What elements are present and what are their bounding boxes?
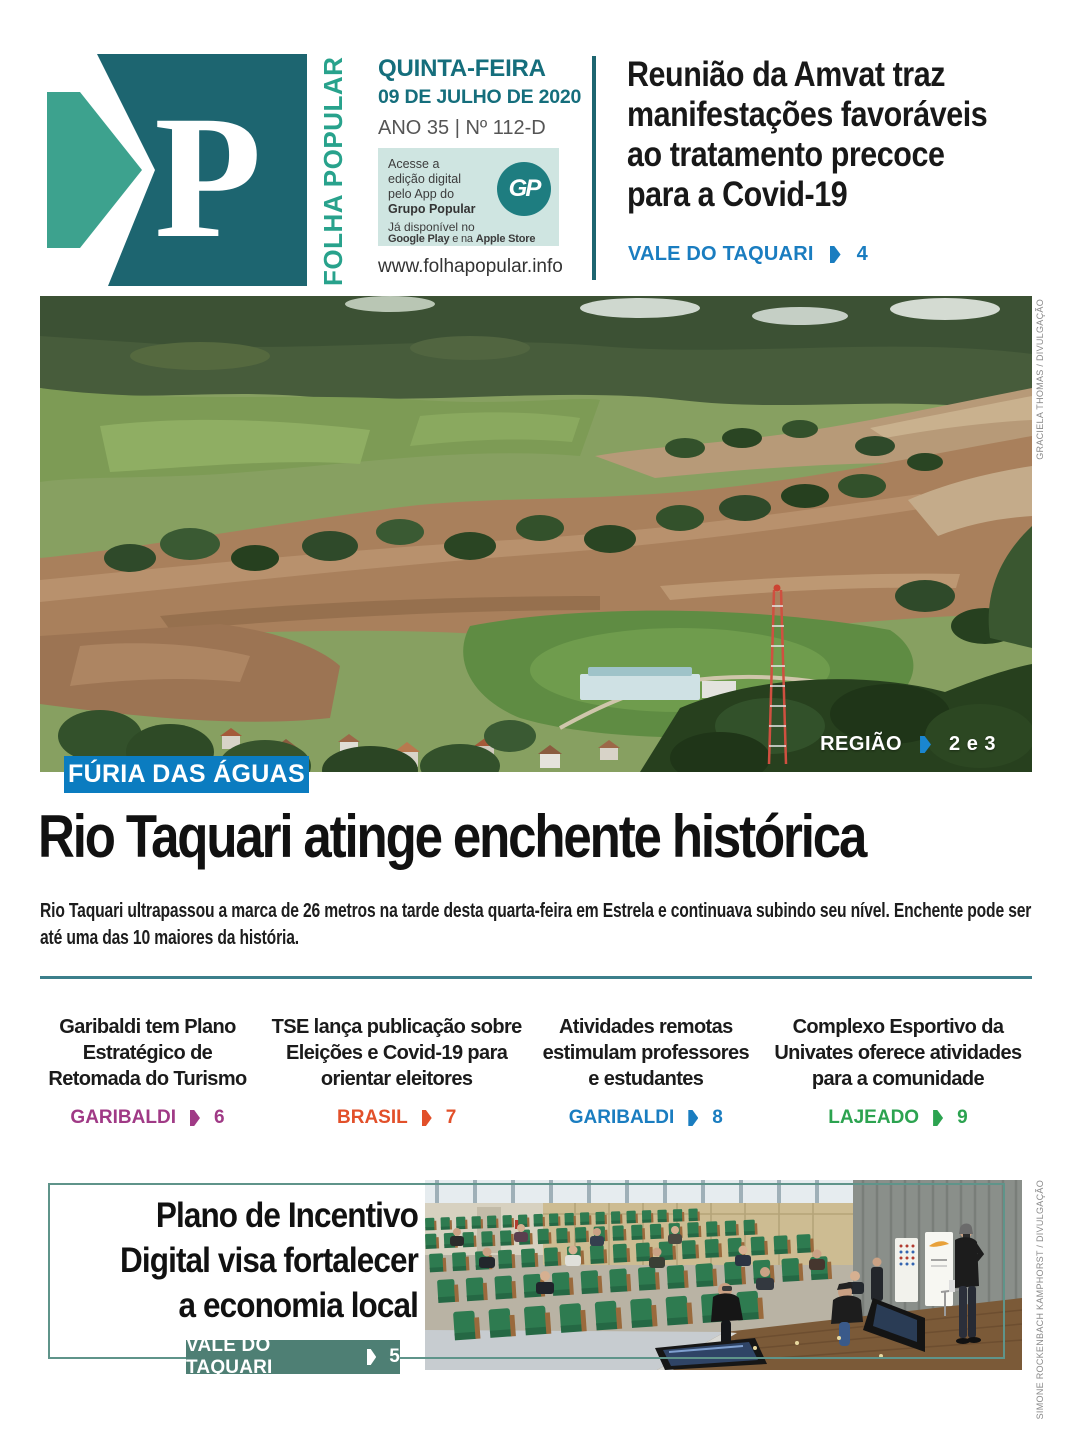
top-story-kicker-label: VALE DO TAQUARI [628,243,814,265]
teaser-item [40,1014,255,1129]
teaser-item [266,1014,528,1129]
section-divider [40,976,1032,979]
page-arrow-icon [688,1110,698,1126]
bottom-story-banner [186,1335,400,1378]
teaser-headline: Complexo Esportivo da Univates oferece atividades para a comunidade [774,1016,1022,1090]
folha-popular-logo [42,44,354,290]
teaser-headline: Atividades remotas estimulam professores e estudantes [542,1016,749,1090]
app-promo-text: Acesse a edição digital pelo App do Grupo Popular [388,157,476,216]
teaser-page-number: 7 [445,1107,457,1128]
teaser-kicker [337,1107,456,1129]
grupo-popular-logo-icon: GP [497,162,551,216]
top-story-headline: Reunião da Amvat traz manifestações favoráveis ao tratamento precoce para a Covid-19 [627,55,988,214]
teaser-page-number: 6 [213,1107,225,1128]
page-arrow-icon [830,246,841,263]
logo-letter: P [154,80,262,275]
page-arrow-icon [920,736,931,753]
bottom-story-headline: Plano de Incentivo Digital visa fortalecer a economia local [120,1196,419,1325]
app-promo-box [378,148,559,246]
bottom-photo [425,1180,1022,1370]
teaser-kicker-label: GARIBALDI [568,1107,675,1128]
page-arrow-icon [933,1110,943,1126]
teaser-page-number: 8 [712,1107,723,1128]
auditorium-photo [425,1180,1022,1370]
main-photo [40,296,1032,772]
top-story-kicker [628,243,868,266]
website-url: www.folhapopular.info [378,256,563,277]
teaser-headline: TSE lança publicação sobre Eleições e Covid-19 para orientar eleitores [271,1016,522,1090]
bottom-photo-credit: SIMONE ROCKENBACH KAMPHORST / DIVULGAÇÃO [1035,1180,1045,1420]
furia-banner: FÚRIA DAS ÁGUAS [64,756,309,793]
teaser-kicker-label: GARIBALDI [70,1107,176,1128]
page-arrow-icon [422,1110,432,1126]
region-label [820,733,996,756]
bottom-story-page-number: 5 [389,1346,400,1367]
page-arrow-icon [367,1349,377,1365]
edition-date: 09 DE JULHO DE 2020 [378,86,582,108]
page-arrow-icon [190,1110,200,1126]
app-availability-text: Já disponível no [388,220,475,234]
app-stores-text: Google Play e na Apple Store [388,233,536,245]
region-section: REGIÃO [820,733,903,755]
teaser-kicker [828,1107,967,1129]
teaser-kicker-label: LAJEADO [828,1107,920,1128]
masthead-vertical-title: FOLHA POPULAR [318,56,348,286]
weekday: QUINTA-FEIRA [378,55,546,82]
teaser-page-number: 9 [957,1107,968,1128]
main-photo-credit: GRACIELA THOMAS / DIVULGAÇÃO [1035,299,1045,460]
teaser-kicker [569,1107,723,1129]
teaser-kicker [70,1107,224,1129]
edition-number: ANO 35 | Nº 112-D [378,117,546,139]
region-pages: 2 e 3 [949,733,996,755]
teaser-item [538,1014,753,1129]
main-deck: Rio Taquari ultrapassou a marca de 26 metros na tarde desta quarta-feira em Estrela e continuava subindo seu nível. Enchente pode ser até uma das 10 maiores da história. [40,899,1032,949]
main-headline: Rio Taquari atinge enchente histórica [38,803,866,870]
teaser-row [40,1014,1032,1129]
teaser-headline: Garibaldi tem Plano Estratégico de Retomada do Turismo [48,1016,247,1090]
bottom-story-kicker-label: VALE DO TAQUARI [186,1335,273,1378]
teaser-item [764,1014,1032,1129]
teaser-kicker-label: BRASIL [337,1107,408,1128]
flood-aerial-photo [40,296,1032,772]
top-story-page-number: 4 [856,243,868,265]
header-divider [592,56,596,280]
